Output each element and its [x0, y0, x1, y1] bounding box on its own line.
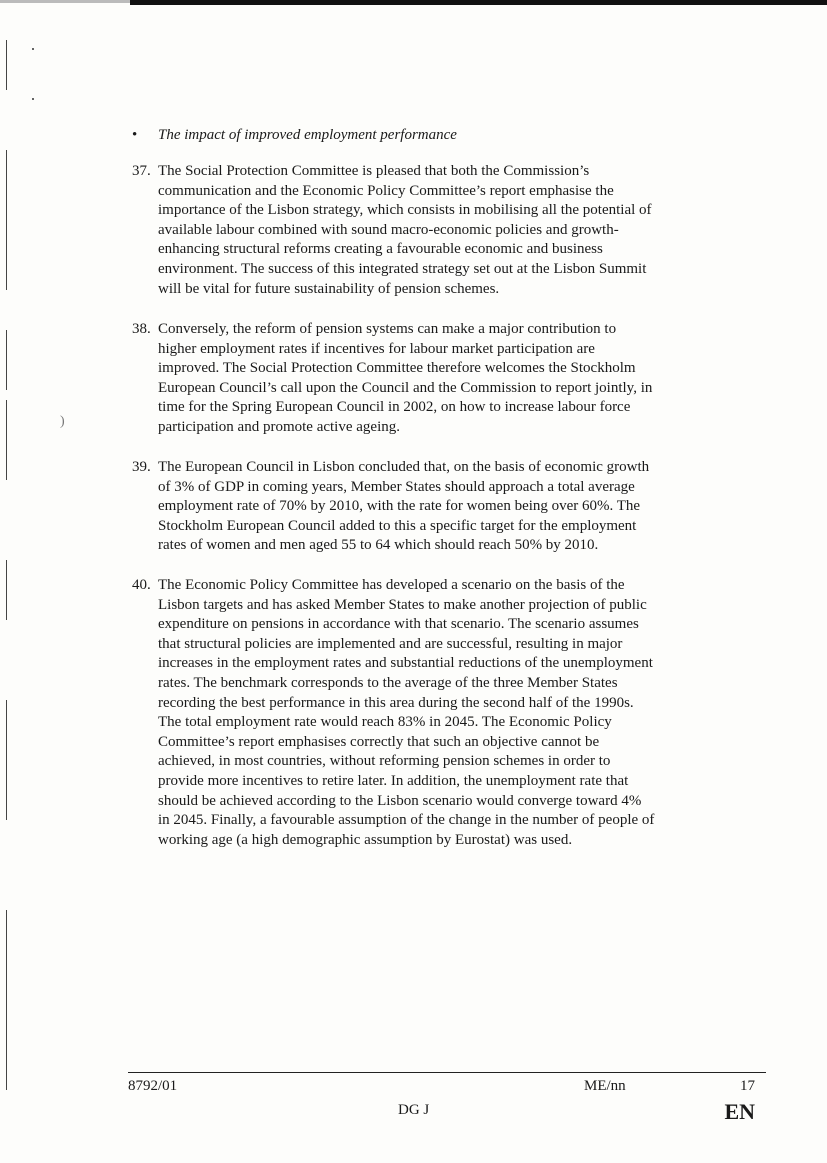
paragraph-38: [132, 320, 732, 438]
footer-language: EN: [724, 1099, 755, 1124]
text-line: time for the Spring European Council in 2002, on how to increase labour force: [158, 399, 631, 416]
text-line: participation and promote active ageing.: [158, 418, 400, 435]
scan-edge-mark: [6, 560, 7, 620]
text-line: The European Council in Lisbon concluded that, on the basis of economic growth: [158, 459, 650, 475]
text-line: will be vital for future sustainability of pension schemes.: [158, 280, 500, 297]
text-line: of 3% of GDP in coming years, Member States should approach a total average: [158, 478, 635, 495]
paragraph-40: [132, 576, 732, 850]
scan-edge-mark: [6, 910, 7, 1090]
text-line: achieved, in most countries, without reforming pension schemes in order to: [158, 753, 611, 770]
text-line: communication and the Economic Policy Committee’s report emphasise the: [158, 182, 614, 199]
text-line: employment rate of 70% by 2010, with the rate for women being over 60%. The: [158, 498, 641, 515]
text-line: increases in the employment rates and substantial reductions of the unemployment: [158, 655, 653, 672]
text-line: The Economic Policy Committee has developed a scenario on the basis of the: [158, 577, 625, 593]
paragraph-text: [158, 576, 732, 850]
text-line: The total employment rate would reach 83% in 2045. The Economic Policy: [158, 714, 612, 731]
scan-edge-mark: [6, 330, 7, 390]
footer-divider: [128, 1072, 766, 1073]
paragraph-number: 38.: [132, 321, 151, 337]
text-line: working age (a high demographic assumption by Eurostat) was used.: [158, 831, 573, 848]
scan-speck: [32, 48, 34, 50]
scan-top-edge: [130, 0, 827, 5]
footer-initials: ME/nn: [584, 1078, 626, 1094]
text-line: higher employment rates if incentives for labour market participation are: [158, 340, 595, 357]
section-heading: [132, 126, 457, 146]
text-line: improved. The Social Protection Committee therefore welcomes the Stockholm: [158, 360, 636, 377]
text-line: available labour combined with sound macro-economic policies and growth-: [158, 221, 619, 238]
paragraph-37: [132, 162, 732, 299]
text-line: Conversely, the reform of pension systems can make a major contribution to: [158, 321, 617, 337]
text-line: European Council’s call upon the Council and the Commission to report jointly, in: [158, 379, 653, 396]
text-line: environment. The success of this integrated strategy set out at the Lisbon Summit: [158, 260, 647, 277]
footer-directorate: DG J: [398, 1102, 430, 1118]
scan-edge-mark: [6, 400, 7, 480]
text-line: expenditure on pensions in accordance with that scenario. The scenario assumes: [158, 616, 639, 633]
text-line: provide more incentives to retire later. In addition, the unemployment rate that: [158, 772, 629, 789]
scan-speck: [32, 98, 34, 100]
text-line: Stockholm European Council added to this a specific target for the employment: [158, 517, 637, 534]
paragraph-39: [132, 458, 732, 556]
bullet-icon: •: [132, 127, 138, 143]
text-line: The Social Protection Committee is pleased that both the Commission’s: [158, 163, 590, 179]
text-line: enhancing structural reforms creating a favourable economic and business: [158, 241, 603, 258]
scan-edge-mark: [6, 40, 7, 90]
paragraph-number: 40.: [132, 577, 151, 593]
text-line: importance of the Lisbon strategy, which consists in mobilising all the potential of: [158, 202, 652, 219]
paragraph-text: [158, 162, 732, 299]
text-line: should be achieved according to the Lisbon scenario would converge toward 4%: [158, 792, 642, 809]
paragraph-text: [158, 458, 732, 556]
section-heading-text: The impact of improved employment performance: [158, 127, 457, 143]
footer-doc-number: 8792/01: [128, 1078, 178, 1094]
paragraph-text: [158, 320, 732, 438]
scan-paren-mark: ): [60, 414, 65, 429]
text-line: that structural policies are implemented and are successful, resulting in major: [158, 635, 623, 652]
paragraph-number: 39.: [132, 459, 151, 475]
text-line: in 2045. Finally, a favourable assumption of the change in the number of people of: [158, 812, 655, 829]
footer-page-number: 17: [740, 1078, 755, 1094]
paragraph-number: 37.: [132, 163, 151, 179]
text-line: Committee’s report emphasises correctly that such an objective cannot be: [158, 733, 600, 750]
text-line: Lisbon targets and has asked Member States to make another projection of public: [158, 596, 647, 613]
scan-edge-mark: [6, 150, 7, 290]
scan-edge-mark: [6, 700, 7, 820]
text-line: rates. The benchmark corresponds to the average of the three Member States: [158, 674, 618, 691]
text-line: recording the best performance in this area during the second half of the 1990s.: [158, 694, 634, 711]
text-line: rates of women and men aged 55 to 64 which should reach 50% by 2010.: [158, 537, 599, 554]
scan-top-edge-faint: [0, 0, 130, 3]
